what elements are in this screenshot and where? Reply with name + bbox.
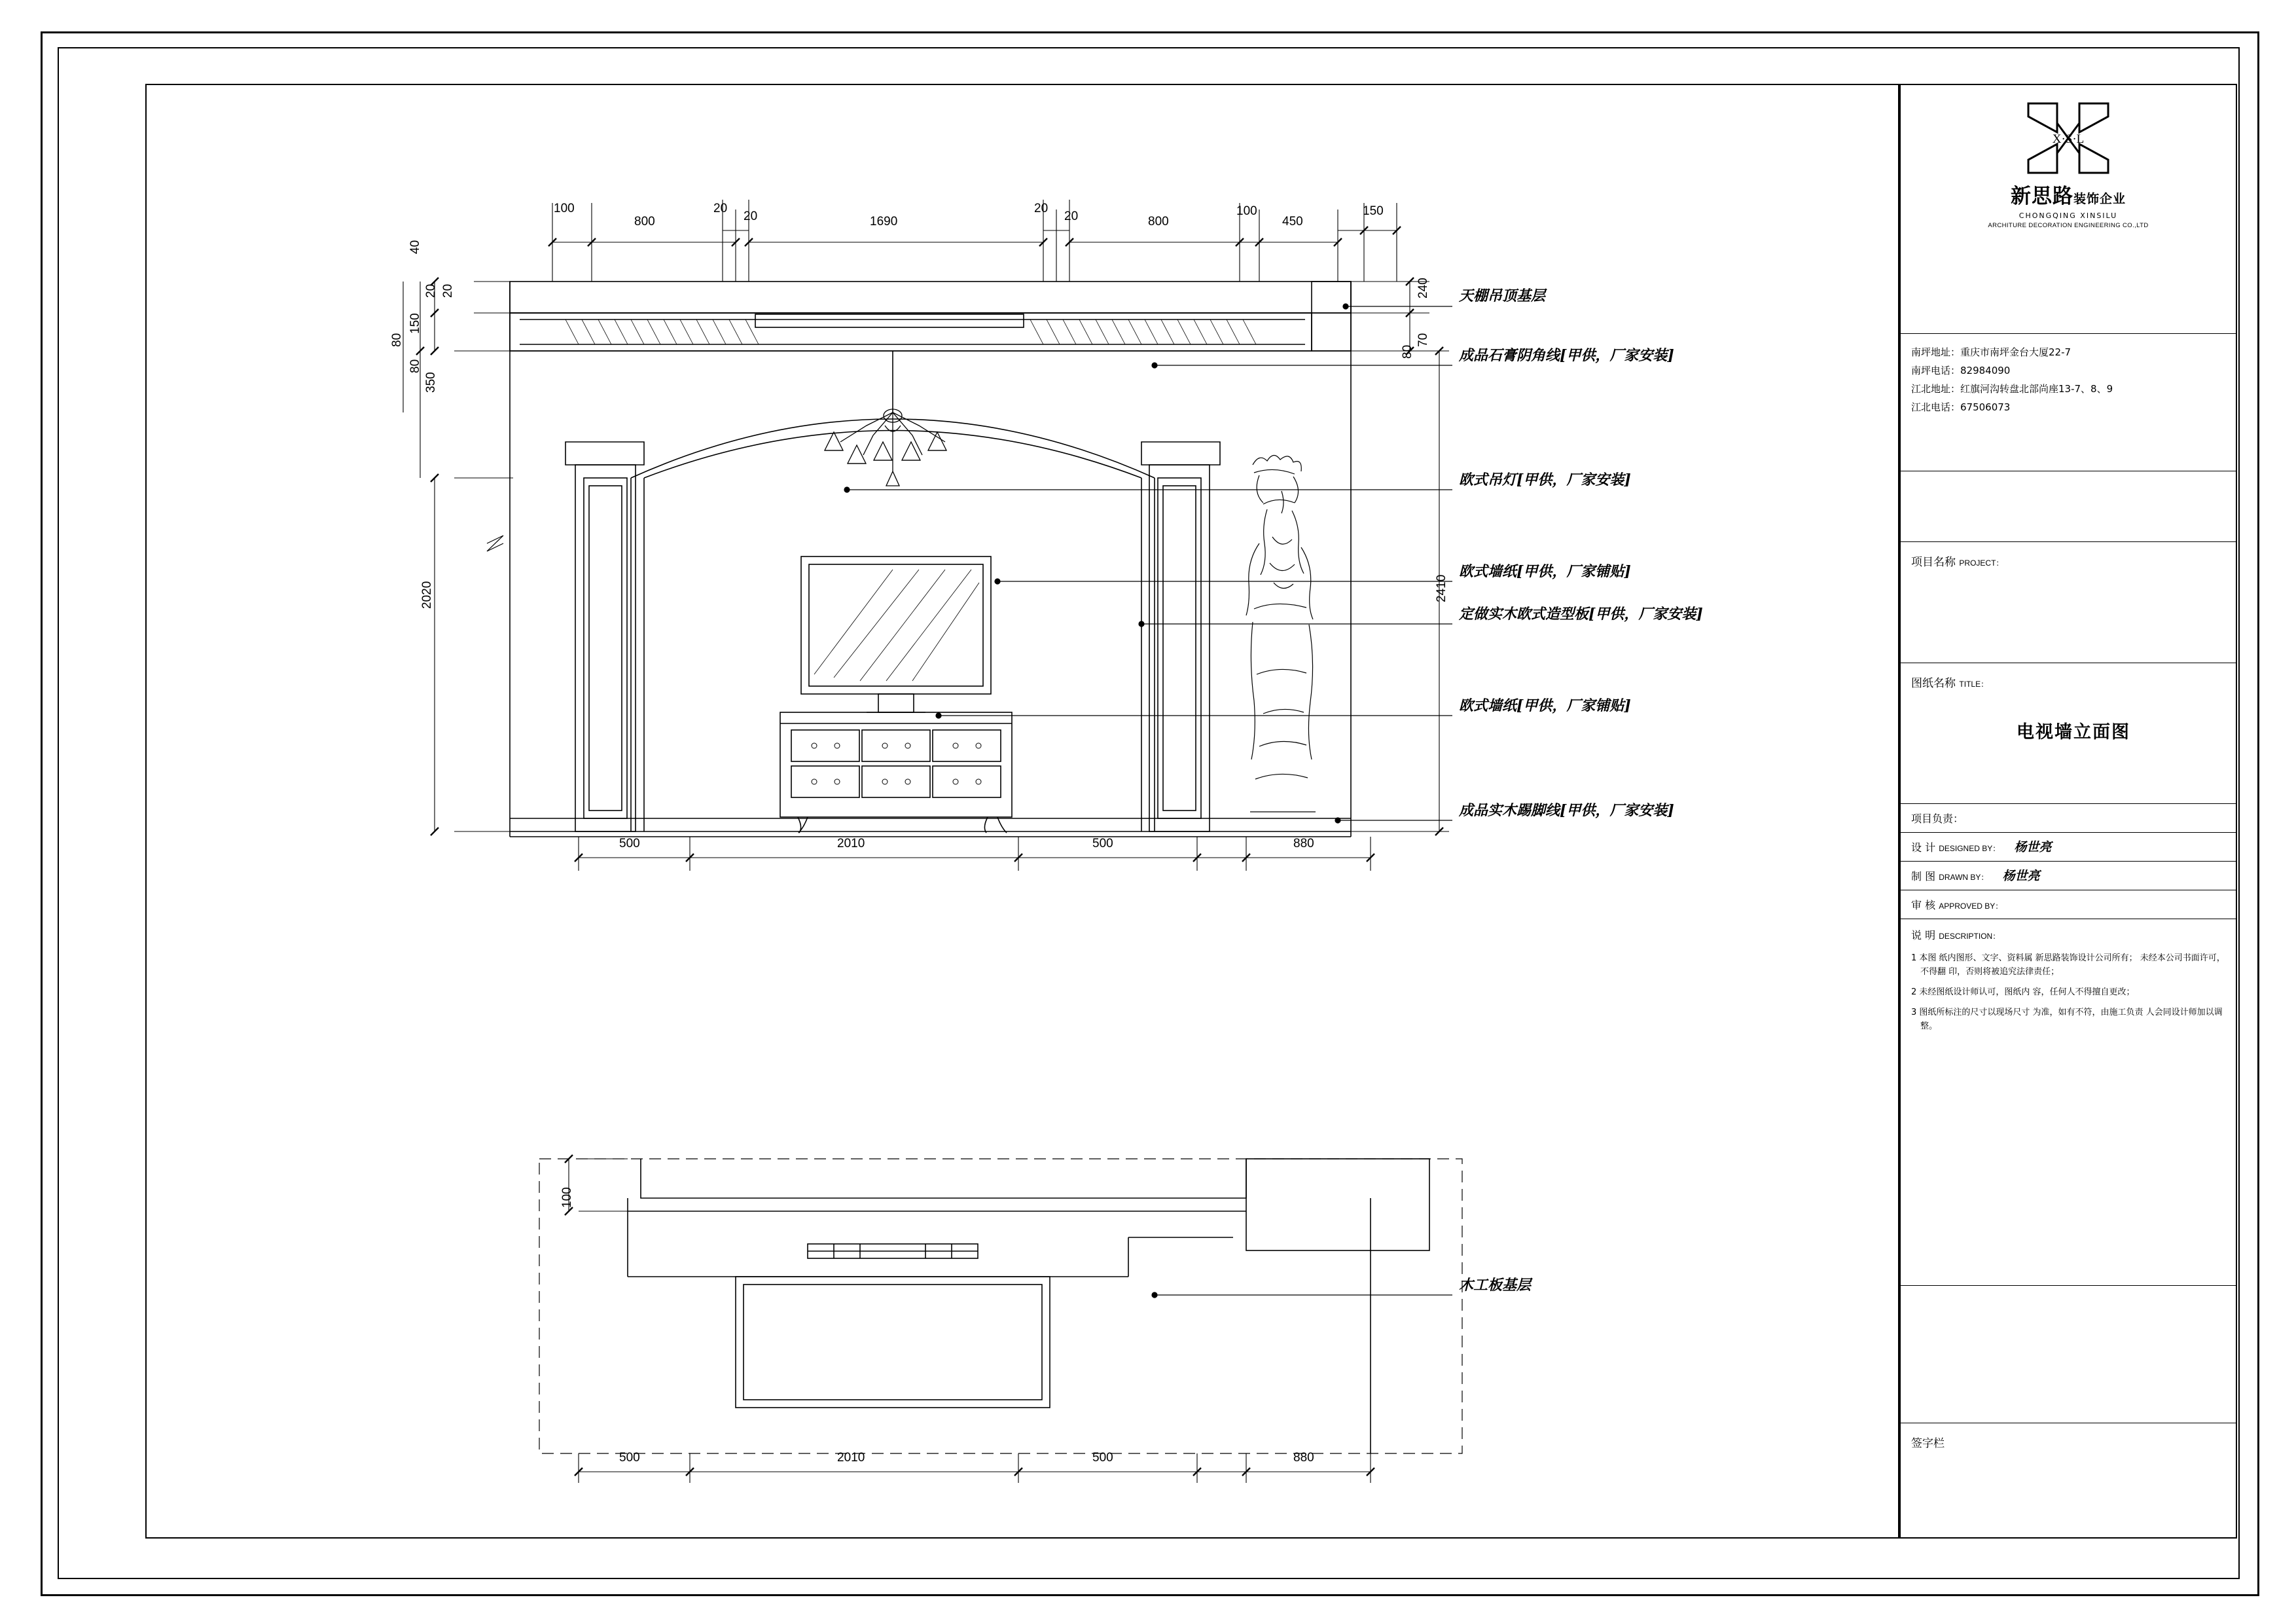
company-name-suffix: 装饰企业 <box>2073 192 2126 206</box>
signature-label: 签字栏 <box>1911 1437 1945 1450</box>
svg-text:X·S·L: X·S·L <box>2052 132 2085 146</box>
dim-top-800a: 800 <box>634 215 655 228</box>
company-name-cn <box>2011 179 2126 209</box>
drafter-row <box>1901 862 2236 890</box>
address-line-1: 南坪地址：重庆市南坪金台大厦22-7 <box>1911 346 2072 358</box>
dim-right-80: 80 <box>1401 344 1414 359</box>
annotation-wood-baseboard: 成品实木踢脚线[甲供，厂家安装] <box>1459 802 1674 819</box>
project-name-row <box>1901 542 2236 663</box>
description-item: 3 图纸所标注的尺寸以现场尺寸 为准，如有不符，由施工负责 人会同设计师加以调整。 <box>1911 1008 2223 1031</box>
annotation-wallpaper-upper: 欧式墙纸[甲供，厂家铺贴] <box>1459 563 1631 580</box>
signature-row <box>1901 1423 2236 1450</box>
dim-left-2020: 2020 <box>420 581 434 609</box>
dim-left-150: 150 <box>408 313 422 334</box>
dim-top-20b: 20 <box>744 210 758 223</box>
project-lead-row <box>1901 804 2236 833</box>
company-logo-icon <box>2019 100 2117 177</box>
designer-value: 杨世亮 <box>2014 840 2052 854</box>
dim-plan-2010: 2010 <box>837 1451 865 1465</box>
dim-right-2410: 2410 <box>1435 574 1448 602</box>
annotation-gypsum-cornice: 成品石膏阴角线[甲供，厂家安装] <box>1459 347 1674 364</box>
designer-label-en: DESIGNED BY： <box>1939 844 2001 853</box>
dim-top-150: 150 <box>1363 204 1384 218</box>
dim-bottom-500a: 500 <box>619 837 640 850</box>
dim-top-100b: 100 <box>1236 204 1257 218</box>
drawing-frame <box>145 84 1899 1539</box>
blank-row-lower <box>1901 1286 2236 1423</box>
address-line-3: 江北地址：红旗河沟转盘北部尚座13-7、8、9 <box>1911 383 2113 395</box>
dim-plan-500b: 500 <box>1092 1451 1113 1465</box>
drafter-value: 杨世亮 <box>2002 869 2040 883</box>
dim-top-450: 450 <box>1282 215 1303 228</box>
company-name-main: 新思路 <box>2010 185 2073 208</box>
description-item: 2 未经图纸设计师认可，图纸内 容，任何人不得擅自更改； <box>1911 987 2135 997</box>
dim-right-70: 70 <box>1416 333 1430 347</box>
annotation-ceiling-base: 天棚吊顶基层 <box>1459 287 1546 304</box>
dim-left-40: 40 <box>408 240 422 254</box>
designer-label: 设 计 <box>1911 841 1936 854</box>
drawing-title-label-en: TITLE： <box>1959 680 1989 689</box>
dim-left-80a: 80 <box>390 333 404 347</box>
drawing-canvas <box>147 85 1898 1537</box>
title-block <box>1899 84 2237 1539</box>
description-item: 1 本图 纸内图形、文字、资料属 新思路装饰设计公司所有； 未经本公司书面许可，不得翻 印，否则将被追究法律责任； <box>1911 953 2225 977</box>
dim-top-100: 100 <box>554 202 575 215</box>
drafter-label: 制 图 <box>1911 870 1936 883</box>
description-list <box>1911 951 2227 1033</box>
company-name-en: ARCHITURE DECORATION ENGINEERING CO.,LTD <box>1988 222 2149 229</box>
approver-row <box>1901 890 2236 919</box>
dim-top-20c: 20 <box>1034 202 1049 215</box>
project-name-label: 项目名称 <box>1911 556 1956 569</box>
company-name-pinyin: CHONGQING XINSILU <box>2018 211 2118 220</box>
annotation-wallpaper-lower: 欧式墙纸[甲供，厂家铺贴] <box>1459 697 1631 714</box>
description-label: 说 明 <box>1911 929 1936 941</box>
project-name-label-en: PROJECT： <box>1959 558 2004 568</box>
designer-row <box>1901 833 2236 862</box>
dim-bottom-880: 880 <box>1293 837 1314 850</box>
dim-top-20d: 20 <box>1064 210 1079 223</box>
dim-top-20a: 20 <box>713 202 728 215</box>
drawing-title-value: 电视墙立面图 <box>2017 722 2130 742</box>
dim-plan-100: 100 <box>560 1187 574 1208</box>
description-header <box>1911 927 2227 942</box>
approver-label: 审 核 <box>1911 899 1936 911</box>
project-lead-label: 项目负责： <box>1911 812 1964 825</box>
dim-left-350: 350 <box>424 372 438 393</box>
dim-plan-880: 880 <box>1293 1451 1314 1465</box>
drawing-title-row <box>1901 663 2236 804</box>
blank-row-upper <box>1901 471 2236 542</box>
annotation-european-chandelier: 欧式吊灯[甲供，厂家安装] <box>1459 471 1631 488</box>
approver-label-en: APPROVED BY： <box>1939 902 2003 911</box>
description-label-en: DESCRIPTION： <box>1939 932 2001 941</box>
drawing-title-label: 图纸名称 <box>1911 677 1956 690</box>
dim-left-20a: 20 <box>441 283 455 298</box>
annotation-solid-wood-panel: 定做实木欧式造型板[甲供，厂家安装] <box>1459 606 1703 623</box>
dim-top-800b: 800 <box>1148 215 1169 228</box>
description-block <box>1901 919 2236 1286</box>
dim-right-240: 240 <box>1416 278 1430 299</box>
dim-bottom-500b: 500 <box>1092 837 1113 850</box>
company-address-block <box>1901 334 2236 471</box>
address-line-2: 南坪电话：82984090 <box>1911 365 2011 376</box>
company-logo-block <box>1901 85 2236 334</box>
dim-left-80b: 80 <box>408 359 422 373</box>
dim-top-1690: 1690 <box>870 215 898 228</box>
dim-left-20b: 20 <box>424 283 438 298</box>
drafter-label-en: DRAWN BY： <box>1939 873 1989 882</box>
annotation-plywood-base: 木工板基层 <box>1459 1277 1532 1294</box>
dim-bottom-2010: 2010 <box>837 837 865 850</box>
address-line-4: 江北电话：67506073 <box>1911 401 2011 413</box>
dim-plan-500a: 500 <box>619 1451 640 1465</box>
